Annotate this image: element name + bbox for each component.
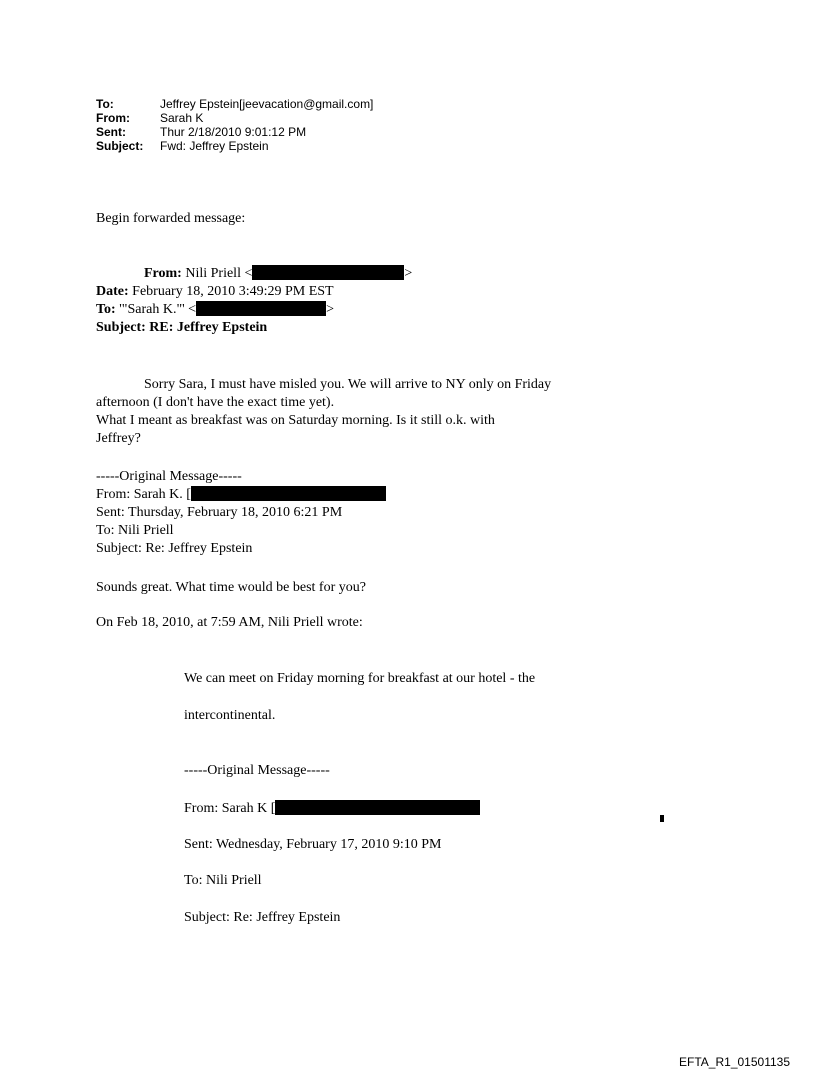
- header-to-value: Jeffrey Epstein[jeevacation@gmail.com]: [160, 97, 374, 111]
- forwarded-from-value: Nili Priell <: [185, 266, 253, 281]
- original-subject: Subject: Re: Jeffrey Epstein: [96, 541, 253, 556]
- forwarded-date-label: Date:: [96, 284, 129, 299]
- forwarded-from-label: From:: [144, 266, 182, 281]
- message-body: [96, 376, 551, 448]
- quoted-subject: Subject: Re: Jeffrey Epstein: [184, 910, 341, 925]
- header-to-label: To:: [96, 97, 114, 111]
- forwarded-from-line: [96, 265, 412, 283]
- email-header: [96, 97, 373, 153]
- forwarded-date-value: February 18, 2010 3:49:29 PM EST: [132, 284, 334, 299]
- header-from-value: Sarah K: [160, 111, 204, 125]
- quoted-sent: Sent: Wednesday, February 17, 2010 9:10 PM: [184, 837, 442, 852]
- quoted-from-text: From: Sarah K [: [184, 801, 276, 816]
- original-sent: Sent: Thursday, February 18, 2010 6:21 PM: [96, 505, 343, 520]
- stray-mark: [660, 815, 664, 822]
- header-from-row: [96, 111, 373, 125]
- original-from-text: From: Sarah K. [: [96, 487, 191, 502]
- quoted-from: [184, 800, 480, 817]
- redaction-block: [191, 486, 386, 501]
- forwarded-to-close: >: [326, 302, 334, 317]
- redaction-block: [252, 265, 404, 280]
- header-subject-row: [96, 139, 373, 153]
- redaction-block: [275, 800, 480, 815]
- quoted-to: To: Nili Priell: [184, 873, 262, 888]
- quoted-marker: -----Original Message-----: [184, 763, 330, 778]
- forwarded-to-value: '"Sarah K."' <: [119, 302, 197, 317]
- body-line: Jeffrey?: [96, 431, 141, 446]
- header-from-label: From:: [96, 111, 130, 125]
- forwarded-to-line: [96, 301, 412, 319]
- quoted-line: We can meet on Friday morning for breakfast at our hotel - the: [184, 671, 536, 686]
- redaction-block: [196, 301, 326, 316]
- original-from: [96, 486, 386, 504]
- body-line: Sorry Sara, I must have misled you. We will arrive to NY only on Friday: [144, 377, 552, 392]
- wrote-line: On Feb 18, 2010, at 7:59 AM, Nili Priell wrote:: [96, 615, 363, 630]
- original-marker: -----Original Message-----: [96, 469, 242, 484]
- reply-text: Sounds great. What time would be best for you?: [96, 580, 366, 595]
- header-sent-label: Sent:: [96, 125, 126, 139]
- quoted-line: intercontinental.: [184, 708, 276, 723]
- forwarded-to-label: To:: [96, 302, 116, 317]
- body-line: What I meant as breakfast was on Saturday morning. Is it still o.k. with: [96, 413, 495, 428]
- header-sent-row: [96, 125, 373, 139]
- original-to: To: Nili Priell: [96, 523, 174, 538]
- forward-intro: Begin forwarded message:: [96, 211, 246, 226]
- forwarded-subject-line: [96, 319, 412, 337]
- forwarded-subject: Subject: RE: Jeffrey Epstein: [96, 320, 268, 335]
- body-line: afternoon (I don't have the exact time yet).: [96, 395, 335, 410]
- forwarded-from-close: >: [404, 266, 413, 281]
- header-subject-value: Fwd: Jeffrey Epstein: [160, 139, 269, 153]
- header-to-row: [96, 97, 373, 111]
- original-message-1: [96, 468, 386, 558]
- header-subject-label: Subject:: [96, 139, 144, 153]
- header-sent-value: Thur 2/18/2010 9:01:12 PM: [160, 125, 307, 139]
- forwarded-date-line: [96, 283, 412, 301]
- forwarded-header: [96, 265, 412, 337]
- document-id: EFTA_R1_01501135: [679, 1055, 790, 1069]
